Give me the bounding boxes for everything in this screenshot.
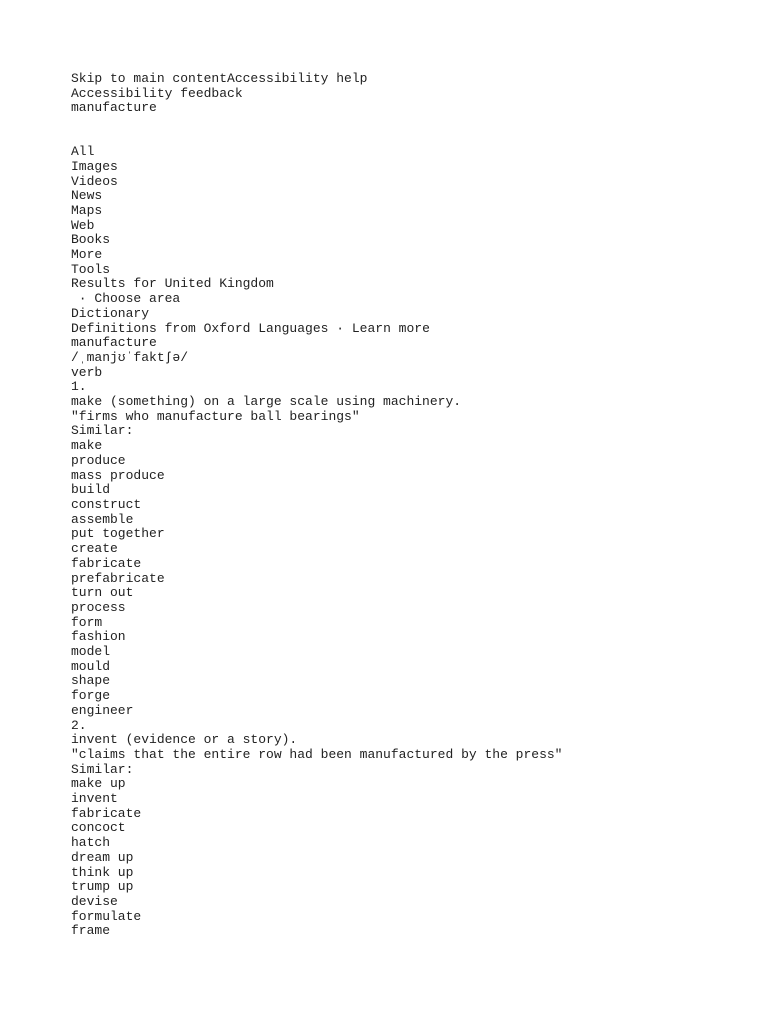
similar-word[interactable]: frame: [71, 923, 111, 939]
similar-list: [71, 439, 751, 718]
similar-word[interactable]: make up: [71, 776, 126, 792]
skip-links-row: [71, 72, 751, 87]
tab-news[interactable]: News: [71, 188, 103, 204]
similar-word[interactable]: assemble: [71, 511, 134, 527]
similar-word[interactable]: invent: [71, 791, 118, 807]
similar-word[interactable]: construct: [71, 496, 142, 512]
sense-number: 1.: [71, 379, 87, 395]
similar-label: Similar:: [71, 423, 134, 439]
similar-word[interactable]: form: [71, 614, 103, 630]
page-content: [71, 72, 751, 939]
tab-more[interactable]: More: [71, 247, 103, 263]
dictionary-panel: [71, 307, 751, 939]
similar-word[interactable]: fabricate: [71, 555, 142, 571]
skip-to-main-link[interactable]: Skip to main content: [71, 71, 228, 86]
dictionary-heading: Dictionary: [71, 305, 150, 321]
similar-list: [71, 777, 751, 939]
separator: ·: [328, 320, 352, 336]
search-tabs: [71, 145, 751, 277]
sense-example: "firms who manufacture ball bearings": [71, 408, 360, 424]
tab-videos[interactable]: Videos: [71, 173, 118, 189]
learn-more-link[interactable]: Learn more: [351, 320, 430, 336]
spacer: [71, 116, 751, 145]
dictionary-word: manufacture: [71, 335, 157, 351]
search-query[interactable]: manufacture: [71, 100, 157, 116]
similar-word[interactable]: prefabricate: [71, 570, 165, 586]
similar-word[interactable]: shape: [71, 673, 111, 689]
tab-web[interactable]: Web: [71, 217, 95, 233]
sense-number: 2.: [71, 717, 87, 733]
similar-word[interactable]: produce: [71, 452, 126, 468]
similar-word[interactable]: fabricate: [71, 805, 142, 821]
similar-word[interactable]: dream up: [71, 849, 134, 865]
similar-word[interactable]: put together: [71, 526, 165, 542]
dictionary-source: Definitions from Oxford Languages: [71, 320, 329, 336]
sense-example: "claims that the entire row had been manufactured by the press": [71, 746, 563, 762]
similar-word[interactable]: devise: [71, 893, 118, 909]
sense-definition: invent (evidence or a story).: [71, 732, 298, 748]
tools-button[interactable]: Tools: [71, 261, 111, 277]
similar-word[interactable]: trump up: [71, 879, 134, 895]
part-of-speech: verb: [71, 364, 103, 380]
tab-images[interactable]: Images: [71, 158, 118, 174]
similar-word[interactable]: process: [71, 599, 126, 615]
similar-word[interactable]: engineer: [71, 702, 134, 718]
similar-word[interactable]: turn out: [71, 585, 134, 601]
accessibility-help-link[interactable]: Accessibility help: [227, 71, 368, 86]
similar-word[interactable]: build: [71, 482, 111, 498]
similar-word[interactable]: think up: [71, 864, 134, 880]
similar-word[interactable]: mould: [71, 658, 111, 674]
results-region-label: Results for United Kingdom: [71, 276, 274, 292]
dictionary-source-row: [71, 322, 751, 337]
sense-definition: make (something) on a large scale using machinery.: [71, 394, 462, 410]
tab-maps[interactable]: Maps: [71, 202, 103, 218]
similar-word[interactable]: make: [71, 438, 103, 454]
sense-1: [71, 380, 751, 718]
sense-2: [71, 719, 751, 940]
similar-label: Similar:: [71, 761, 134, 777]
tab-all[interactable]: All: [71, 144, 95, 160]
similar-word[interactable]: concoct: [71, 820, 126, 836]
similar-word[interactable]: model: [71, 644, 111, 660]
similar-word[interactable]: create: [71, 541, 118, 557]
accessibility-feedback-link[interactable]: Accessibility feedback: [71, 85, 243, 101]
similar-word[interactable]: forge: [71, 688, 111, 704]
similar-word[interactable]: fashion: [71, 629, 126, 645]
pronunciation: /ˌmanjʊˈfaktʃə/: [71, 349, 189, 365]
similar-word[interactable]: hatch: [71, 835, 111, 851]
choose-area-link[interactable]: · Choose area: [71, 291, 181, 307]
similar-word[interactable]: mass produce: [71, 467, 165, 483]
tab-books[interactable]: Books: [71, 232, 111, 248]
similar-word[interactable]: formulate: [71, 908, 142, 924]
